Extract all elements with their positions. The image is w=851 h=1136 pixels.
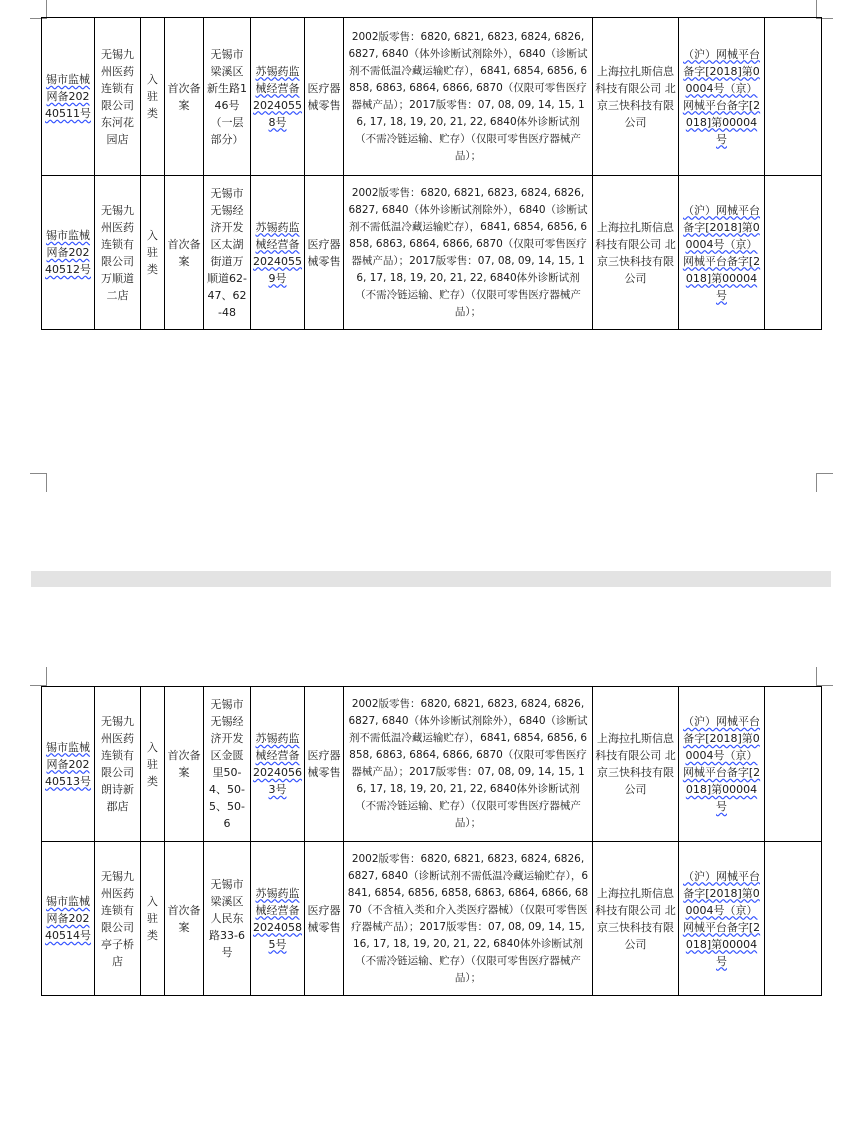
filing-table xyxy=(41,686,822,996)
address-cell: 无锡市无锡经济开发区金匮里50-4、50-5、50-6 xyxy=(204,687,251,842)
table-row xyxy=(42,687,822,842)
platform-company-cell: 上海拉扎斯信息科技有限公司 北京三快科技有限公司 xyxy=(593,18,679,176)
business-scope-cell: 2002版零售：6820, 6821, 6823, 6824, 6826, 6827, 6840（体外诊断试剂除外），6840（诊断试剂不需低温冷藏运输贮存），6841, 6854, 6856, 6858, 6863, 6864, 6866, 6870（仅限可零售医疗器械产品）；2017版零售：07, 08, 09, 14, 15, 16, 17, 18, 19, 20, 21, 22, 6840体外诊断试剂（不需冷链运输、贮存）（仅限可零售医疗器械产品）； xyxy=(344,18,593,176)
note-cell xyxy=(765,176,822,330)
platform-company-cell: 上海拉扎斯信息科技有限公司 北京三快科技有限公司 xyxy=(593,176,679,330)
category-cell: 入驻类 xyxy=(141,842,165,996)
filing-type-cell: 首次备案 xyxy=(165,18,204,176)
license-number-cell: 苏锡药监械经营备20240559号 xyxy=(251,176,305,330)
category-cell: 入驻类 xyxy=(141,176,165,330)
business-scope-cell: 2002版零售：6820, 6821, 6823, 6824, 6826, 6827, 6840（诊断试剂不需低温冷藏运输贮存），6841, 6854, 6856, 6858, 6863, 6864, 6866, 6870（不含植入类和介入类医疗器械）（仅限可零售医疗器械产品）；2017版零售：07, 08, 09, 14, 15, 16, 17, 18, 19, 20, 21, 22, 6840体外诊断试剂（不需冷链运输、贮存）（仅限可零售医疗器械产品）； xyxy=(344,842,593,996)
record-number-cell: 锡市监械网备20240512号 xyxy=(42,176,95,330)
record-number-cell: 锡市监械网备20240513号 xyxy=(42,687,95,842)
note-cell xyxy=(765,687,822,842)
page-corner-mark xyxy=(816,667,833,686)
platform-company-cell: 上海拉扎斯信息科技有限公司 北京三快科技有限公司 xyxy=(593,687,679,842)
table-row xyxy=(42,842,822,996)
table-row xyxy=(42,18,822,176)
company-name-cell: 无锡九州医药连锁有限公司亭子桥店 xyxy=(95,842,141,996)
page-corner-mark xyxy=(816,473,833,492)
record-number-cell: 锡市监械网备20240514号 xyxy=(42,842,95,996)
business-scope-cell: 2002版零售：6820, 6821, 6823, 6824, 6826, 6827, 6840（体外诊断试剂除外），6840（诊断试剂不需低温冷藏运输贮存），6841, 6854, 6856, 6858, 6863, 6864, 6866, 6870（仅限可零售医疗器械产品）；2017版零售：07, 08, 09, 14, 15, 16, 17, 18, 19, 20, 21, 22, 6840体外诊断试剂（不需冷链运输、贮存）（仅限可零售医疗器械产品）； xyxy=(344,687,593,842)
note-cell xyxy=(765,842,822,996)
business-type-cell: 医疗器械零售 xyxy=(305,687,344,842)
platform-record-cell: （沪）网械平台备字[2018]第00004号（京）网械平台备字[2018]第00004号 xyxy=(679,18,765,176)
business-type-cell: 医疗器械零售 xyxy=(305,176,344,330)
category-cell: 入驻类 xyxy=(141,687,165,842)
page-separator xyxy=(31,571,831,587)
platform-record-cell: （沪）网械平台备字[2018]第00004号（京）网械平台备字[2018]第00004号 xyxy=(679,842,765,996)
company-name-cell: 无锡九州医药连锁有限公司万顺道二店 xyxy=(95,176,141,330)
license-number-cell: 苏锡药监械经营备20240585号 xyxy=(251,842,305,996)
filing-type-cell: 首次备案 xyxy=(165,687,204,842)
license-number-cell: 苏锡药监械经营备20240558号 xyxy=(251,18,305,176)
platform-record-cell: （沪）网械平台备字[2018]第00004号（京）网械平台备字[2018]第00004号 xyxy=(679,176,765,330)
document-page-2 xyxy=(0,587,851,1136)
note-cell xyxy=(765,18,822,176)
page-corner-mark xyxy=(30,667,47,686)
page-corner-mark xyxy=(30,473,47,492)
license-number-cell: 苏锡药监械经营备20240563号 xyxy=(251,687,305,842)
business-scope-cell: 2002版零售：6820, 6821, 6823, 6824, 6826, 6827, 6840（体外诊断试剂除外），6840（诊断试剂不需低温冷藏运输贮存），6841, 6854, 6856, 6858, 6863, 6864, 6866, 6870（仅限可零售医疗器械产品）；2017版零售：07, 08, 09, 14, 15, 16, 17, 18, 19, 20, 21, 22, 6840体外诊断试剂（不需冷链运输、贮存）（仅限可零售医疗器械产品）； xyxy=(344,176,593,330)
company-name-cell: 无锡九州医药连锁有限公司东河花园店 xyxy=(95,18,141,176)
category-cell: 入驻类 xyxy=(141,18,165,176)
business-type-cell: 医疗器械零售 xyxy=(305,18,344,176)
address-cell: 无锡市梁溪区新生路146号（一层部分） xyxy=(204,18,251,176)
table-row xyxy=(42,176,822,330)
platform-company-cell: 上海拉扎斯信息科技有限公司 北京三快科技有限公司 xyxy=(593,842,679,996)
business-type-cell: 医疗器械零售 xyxy=(305,842,344,996)
filing-type-cell: 首次备案 xyxy=(165,176,204,330)
filing-table xyxy=(41,17,822,330)
company-name-cell: 无锡九州医药连锁有限公司朗诗新郡店 xyxy=(95,687,141,842)
platform-record-cell: （沪）网械平台备字[2018]第00004号（京）网械平台备字[2018]第00004号 xyxy=(679,687,765,842)
address-cell: 无锡市梁溪区人民东路33-6号 xyxy=(204,842,251,996)
address-cell: 无锡市无锡经济开发区太湖街道万顺道62-47、62-48 xyxy=(204,176,251,330)
filing-type-cell: 首次备案 xyxy=(165,842,204,996)
record-number-cell: 锡市监械网备20240511号 xyxy=(42,18,95,176)
